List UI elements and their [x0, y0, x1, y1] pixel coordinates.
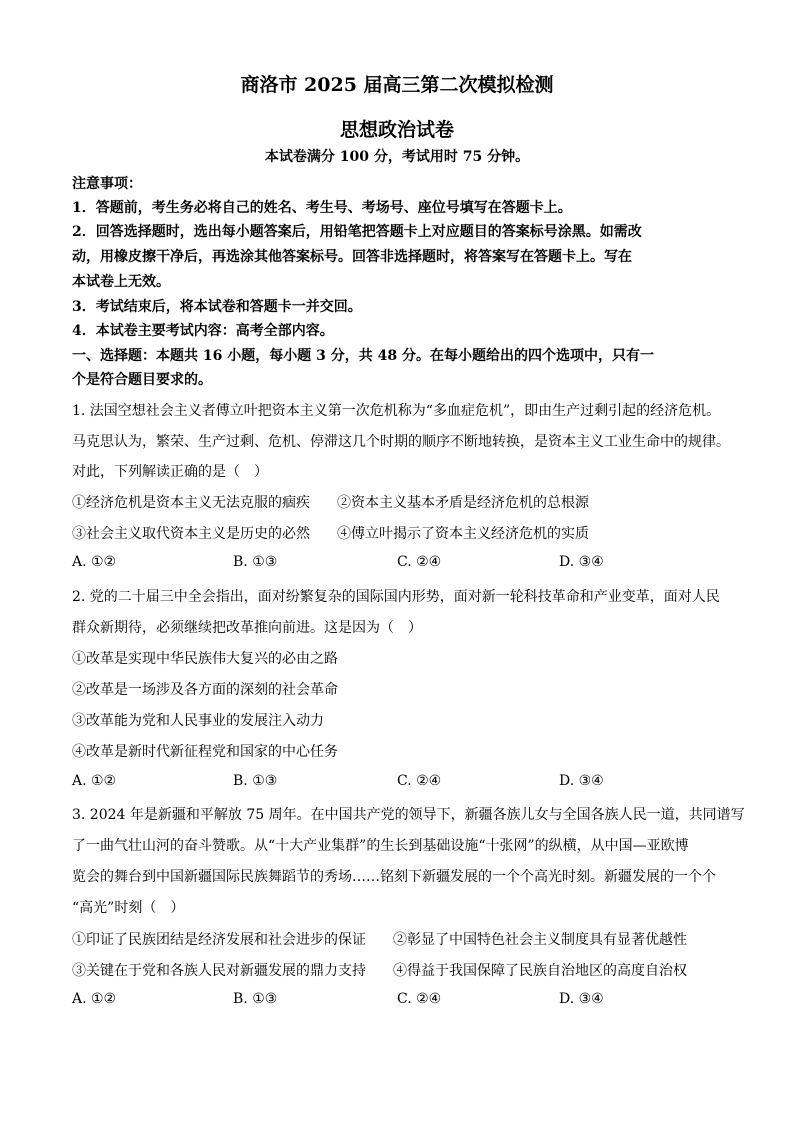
question-3-choice-a: A. ①②	[72, 991, 117, 1007]
question-2-statement: ①改革是实现中华民族伟大复兴的必由之路	[72, 651, 338, 667]
question-3-choice-b: B. ①③	[233, 991, 278, 1007]
question-3-stem: “高光”时刻（ ）	[72, 900, 185, 916]
question-3-choice-c: C. ②④	[397, 991, 442, 1007]
question-3-choice-d: D. ③④	[559, 991, 604, 1007]
question-3-statement: ①印证了民族团结是经济发展和社会进步的保证	[72, 932, 366, 948]
question-3-stem: 览会的舞台到中国新疆国际民族舞蹈节的秀场……铭刻下新疆发展的一个个高光时刻。新疆发展的一个个	[72, 869, 716, 885]
question-1-choice-a: A. ①②	[72, 554, 117, 570]
question-2-choice-a: A. ①②	[72, 773, 117, 789]
question-1-statement: ②资本主义基本矛盾是经济危机的总根源	[337, 495, 589, 511]
question-3-statement: ④得益于我国保障了民族自治地区的高度自治权	[393, 963, 687, 979]
note-line: 4．本试卷主要考试内容：高考全部内容。	[72, 323, 334, 339]
question-1-choice-c: C. ②④	[397, 554, 442, 570]
question-1-statement: ④傅立叶揭示了资本主义经济危机的实质	[337, 526, 589, 542]
question-1-choice-b: B. ①③	[233, 554, 278, 570]
section-heading-cont: 个是符合题目要求的。	[72, 372, 212, 388]
section-heading: 一、选择题：本题共 16 小题，每小题 3 分，共 48 分。在每小题给出的四个选项中，只有一	[72, 348, 654, 364]
question-1-stem: 马克思认为，繁荣、生产过剩、危机、停滞这几个时期的顺序不断地转换，是资本主义工业生命中的规律。	[72, 434, 730, 450]
note-line: 2．回答选择题时，选出每小题答案后，用铅笔把答题卡上对应题目的答案标号涂黑。如需改	[72, 224, 642, 240]
note-line: 本试卷上无效。	[72, 274, 170, 290]
question-2-statement: ④改革是新时代新征程党和国家的中心任务	[72, 744, 338, 760]
note-line: 动，用橡皮擦干净后，再选涂其他答案标号。回答非选择题时，将答案写在答题卡上。写在	[72, 249, 632, 265]
notes-heading: 注意事项：	[72, 176, 142, 192]
exam-subtitle: 思想政治试卷	[339, 119, 454, 141]
question-3-statement: ②彰显了中国特色社会主义制度具有显著优越性	[393, 932, 687, 948]
note-line: 1．答题前，考生务必将自己的姓名、考生号、考场号、座位号填写在答题卡上。	[72, 200, 572, 216]
note-line: 3．考试结束后，将本试卷和答题卡一并交回。	[72, 299, 362, 315]
question-1-statement: ③社会主义取代资本主义是历史的必然	[72, 526, 310, 542]
question-2-choice-b: B. ①③	[233, 773, 278, 789]
question-3-stem: 3. 2024 年是新疆和平解放 75 周年。在中国共产党的领导下，新疆各族儿女与全国各族人民一道，共同谱写	[72, 807, 745, 823]
question-2-choice-c: C. ②④	[397, 773, 442, 789]
question-2-statement: ②改革是一场涉及各方面的深刻的社会革命	[72, 682, 338, 698]
question-1-choice-d: D. ③④	[559, 554, 604, 570]
question-3-statement: ③关键在于党和各族人民对新疆发展的鼎力支持	[72, 963, 366, 979]
question-2-stem: 群众新期待，必须继续把改革推向前进。这是因为（ ）	[72, 620, 422, 636]
question-2-choice-d: D. ③④	[559, 773, 604, 789]
exam-info: 本试卷满分 100 分，考试用时 75 分钟。	[264, 149, 530, 165]
question-2-stem: 2. 党的二十届三中全会指出，面对纷繁复杂的国际国内形势，面对新一轮科技革命和产业变革，面对人民	[72, 589, 720, 605]
question-1-stem: 对此，下列解读正确的是（ ）	[72, 464, 268, 480]
exam-title: 商洛市 2025 届高三第二次模拟检测	[240, 74, 554, 96]
question-1-stem: 1. 法国空想社会主义者傅立叶把资本主义第一次危机称为“多血症危机”，即由生产过剩引起的经济危机。	[72, 403, 721, 419]
question-2-statement: ③改革能为党和人民事业的发展注入动力	[72, 713, 324, 729]
question-3-stem: 了一曲气壮山河的奋斗赞歌。从“十大产业集群”的生长到基础设施“十张网”的纵横，从中国—亚欧博	[72, 838, 689, 854]
question-1-statement: ①经济危机是资本主义无法克服的痼疾	[72, 495, 310, 511]
